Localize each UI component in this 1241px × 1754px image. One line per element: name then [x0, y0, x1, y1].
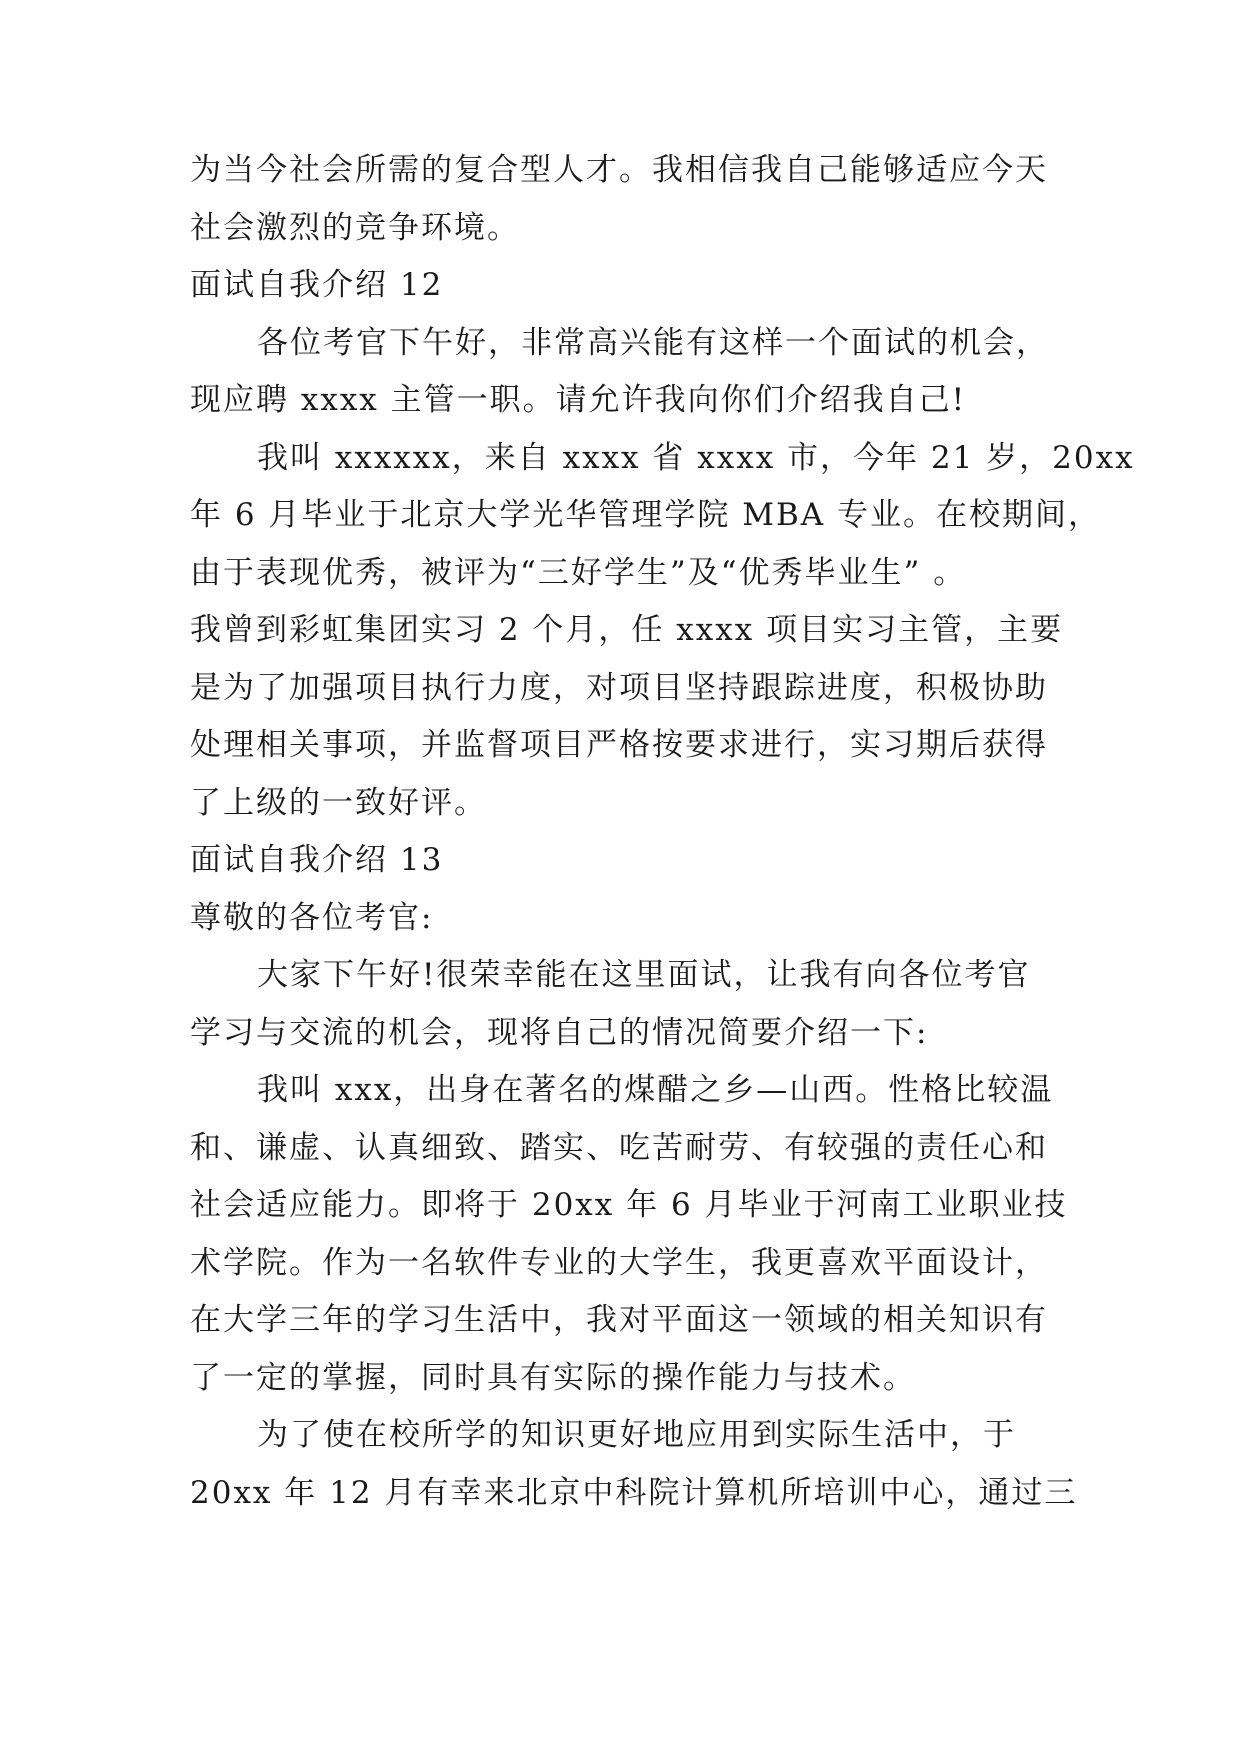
text-line: 我叫 xxx，出身在著名的煤醋之乡—山西。性格比较温 [257, 1072, 1054, 1108]
text-line: 术学院。作为一名软件专业的大学生，我更喜欢平面设计， [190, 1245, 1048, 1281]
text-line: 为当今社会所需的复合型人才。我相信我自己能够适应今天 [190, 152, 1048, 188]
text-line: 现应聘 xxxx 主管一职。请允许我向你们介绍我自己! [190, 382, 967, 418]
text-line: 是为了加强项目执行力度，对项目坚持跟踪进度，积极协助 [190, 670, 1048, 706]
text-line: 20xx 年 12 月有幸来北京中科院计算机所培训中心，通过三 [190, 1475, 1078, 1511]
text-line: 尊敬的各位考官: [190, 900, 434, 936]
text-line: 面试自我介绍 12 [190, 267, 444, 303]
text-line: 处理相关事项，并监督项目严格按要求进行，实习期后获得 [190, 727, 1048, 763]
text-line: 学习与交流的机会，现将自己的情况简要介绍一下: [190, 1015, 929, 1051]
text-line: 各位考官下午好，非常高兴能有这样一个面试的机会， [257, 325, 1049, 361]
text-line: 大家下午好!很荣幸能在这里面试，让我有向各位考官 [257, 957, 1031, 993]
text-line: 为了使在校所学的知识更好地应用到实际生活中，于 [257, 1417, 1016, 1453]
text-line: 社会激烈的竞争环境。 [190, 210, 520, 246]
text-line: 我曾到彩虹集团实习 2 个月，任 xxxx 项目实习主管，主要 [190, 612, 1064, 648]
text-line: 在大学三年的学习生活中，我对平面这一领域的相关知识有 [190, 1302, 1048, 1338]
text-line: 我叫 xxxxxx，来自 xxxx 省 xxxx 市，今年 21 岁，20xx [257, 440, 1135, 476]
text-line: 社会适应能力。即将于 20xx 年 6 月毕业于河南工业职业技 [190, 1187, 1068, 1223]
text-line: 了一定的掌握，同时具有实际的操作能力与技术。 [190, 1360, 916, 1396]
text-line: 年 6 月毕业于北京大学光华管理学院 MBA 专业。在校期间， [190, 497, 1102, 533]
text-line: 了上级的一致好评。 [190, 785, 487, 821]
text-line: 面试自我介绍 13 [190, 842, 444, 878]
text-line: 由于表现优秀，被评为“三好学生”及“优秀毕业生” 。 [190, 555, 967, 591]
text-line: 和、谦虚、认真细致、踏实、吃苦耐劳、有较强的责任心和 [190, 1130, 1048, 1166]
